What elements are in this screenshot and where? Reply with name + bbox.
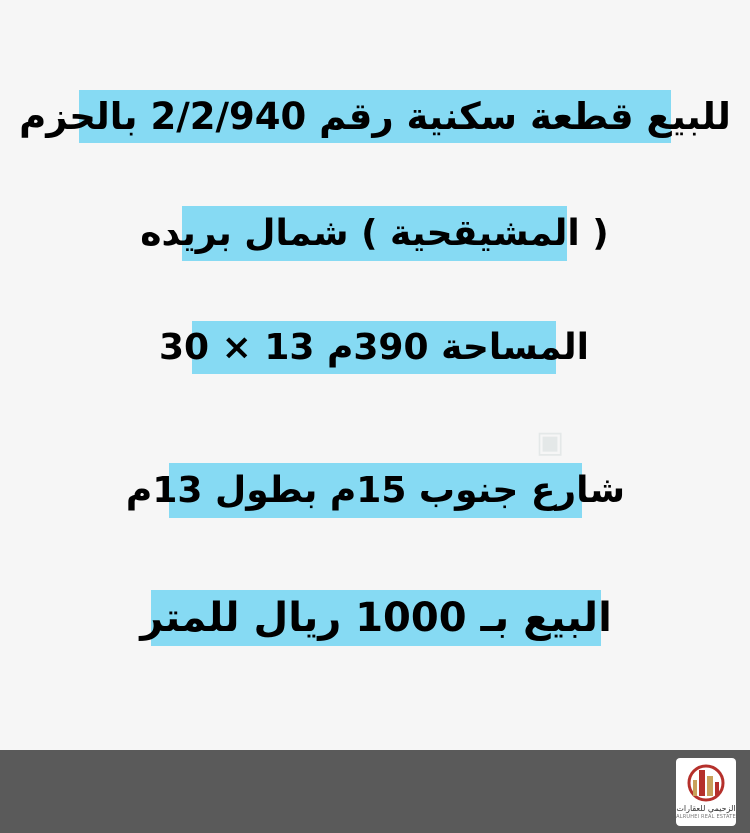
watermark-logo: ▣ xyxy=(535,425,565,460)
building-logo-icon xyxy=(684,762,728,802)
ad-line-area: المساحة 390م 13 × 30 xyxy=(192,321,556,374)
ad-line-plot-number: للبيع قطعة سكنية رقم 2/2/940 بالحزم xyxy=(79,90,671,143)
company-logo[interactable] xyxy=(676,758,736,826)
ad-line-price: البيع بـ 1000 ريال للمتر xyxy=(151,590,601,646)
ad-line-location: ( المشيقحية ) شمال بريده xyxy=(182,206,567,261)
logo-text-arabic: الزحيمي للعقارات xyxy=(676,804,736,813)
footer-bar xyxy=(0,750,750,833)
logo-text-english: ALRUHEI REAL ESTATE xyxy=(676,814,736,820)
ad-line-street: شارع جنوب 15م بطول 13م xyxy=(169,463,582,518)
